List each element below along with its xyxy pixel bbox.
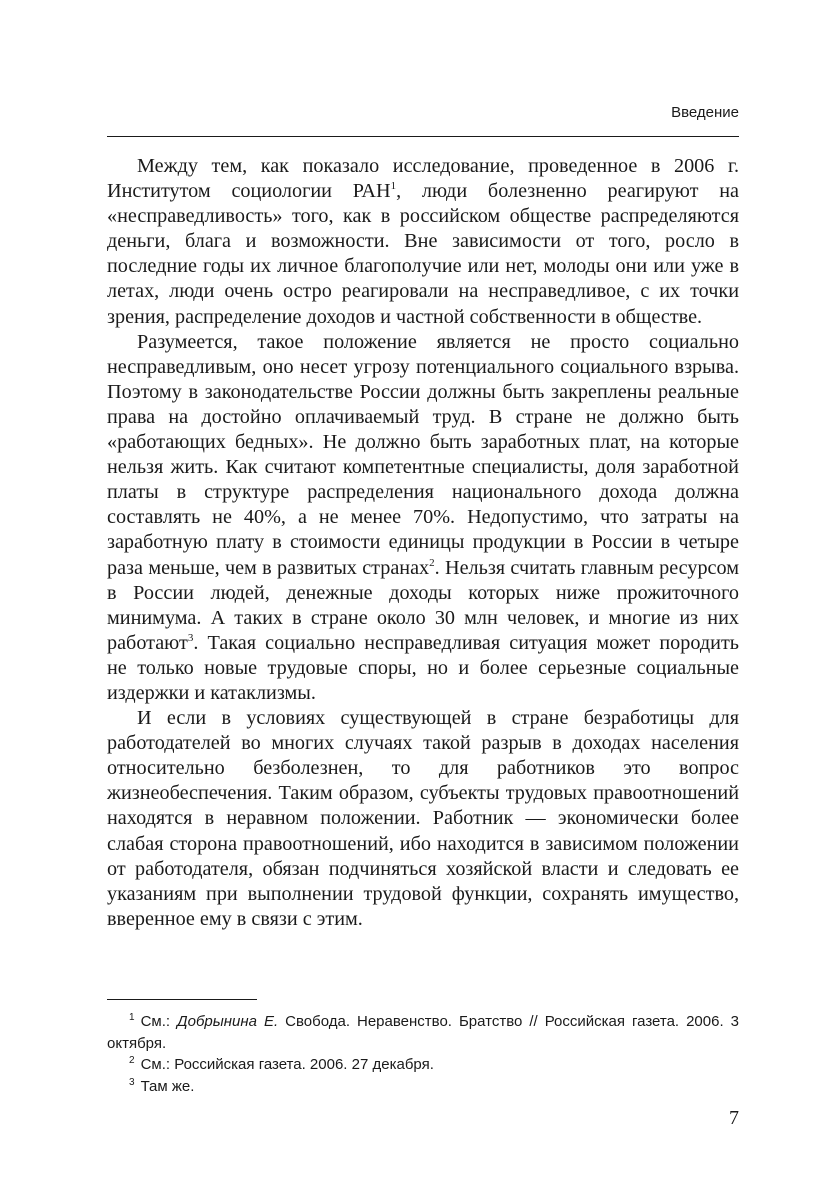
footnote-text: Российская газета. 2006. 27 декабря.: [174, 1056, 434, 1073]
footnote-prefix: См.:: [140, 1013, 178, 1030]
paragraph-3: [107, 706, 739, 932]
footnote-text: Свобода. Неравенство. Братство // Российская газета. 2006. 3 октября.: [107, 1013, 739, 1052]
running-header-title: Введение: [671, 104, 739, 121]
page-number: 7: [729, 1107, 739, 1129]
paragraph-text: И если в условиях существующей в стране безработицы для работодателей во многих случаях такой разрыв в доходах населения относительно безболезнен, то для работников это вопрос жизнеобеспечения. Таким образом, субъекты трудовых правоотношений находятся в неравном положении. Работник — экономически более слабая сторона правоотношений, ибо находится в зависимом положении от работодателя, обязан подчиняться хозяйской власти и следовать ее указаниям при выполнении трудовой функции, сохранять имущество, вверенное ему в связи с этим.: [107, 707, 739, 930]
footnote-ref-2[interactable]: 2: [429, 556, 435, 569]
footnote-ref-1[interactable]: 1: [390, 180, 397, 193]
paragraph-text: . Такая социально несправедливая ситуация может породить не только новые трудовые споры, но и более серьезные социальные издержки и катаклизмы.: [107, 631, 739, 704]
footnote-1: [107, 1011, 739, 1054]
footnote-prefix: См.:: [140, 1056, 175, 1073]
paragraph-text: . Нельзя считать главным ресурсом в России людей, денежные доходы которых ниже прожиточного минимума. А таких в стране около 30 млн человек, и многие из них работают: [107, 556, 739, 654]
paragraph-text: Между тем, как показало исследование, проведенное в 2006 г. Институтом социологии РАН: [107, 155, 739, 203]
running-header: [107, 100, 739, 137]
main-text: [107, 154, 739, 932]
footnote-mark: 3: [129, 1076, 135, 1088]
footnote-3: [107, 1076, 739, 1098]
footnote-author: Добрынина Е.: [177, 1013, 279, 1030]
footnotes: [107, 1011, 739, 1097]
paragraph-1: [107, 154, 739, 330]
footnote-mark: 1: [129, 1012, 135, 1023]
footnote-2: [107, 1054, 739, 1076]
footnote-ref-3[interactable]: 3: [187, 631, 194, 644]
footnote-mark: 2: [129, 1055, 135, 1066]
paragraph-text: Разумеется, такое положение является не просто социально несправедливым, оно несет угрозу потенциального социального взрыва. Поэтому в законодательстве России должны быть закреплены реальные права на достойно оплачиваемый труд. В стране не должно быть «работающих бедных». Не должно быть заработных плат, на которые нельзя жить. Как считают компетентные специалисты, доля заработной платы в структуре распределения национального дохода должна составлять не 40%, а не менее 70%. Недопустимо, что затраты на заработную плату в стоимости единицы продукции в России в четыре раза меньше, чем в развитых странах: [107, 330, 739, 579]
footnote-text: Там же.: [140, 1077, 195, 1095]
paragraph-2: [107, 330, 739, 706]
paragraph-text: , люди болезненно реагируют на «несправедливость» того, как в российском обществе распределяются деньги, блага и возможности. Вне зависимости от того, росло в последние годы их личное благополучие или нет, молоды они или уже в летах, люди очень остро реагировали на несправедливое, с их точки зрения, распределение доходов и частной собственности в обществе.: [107, 180, 739, 328]
footnote-divider: [107, 999, 257, 1000]
